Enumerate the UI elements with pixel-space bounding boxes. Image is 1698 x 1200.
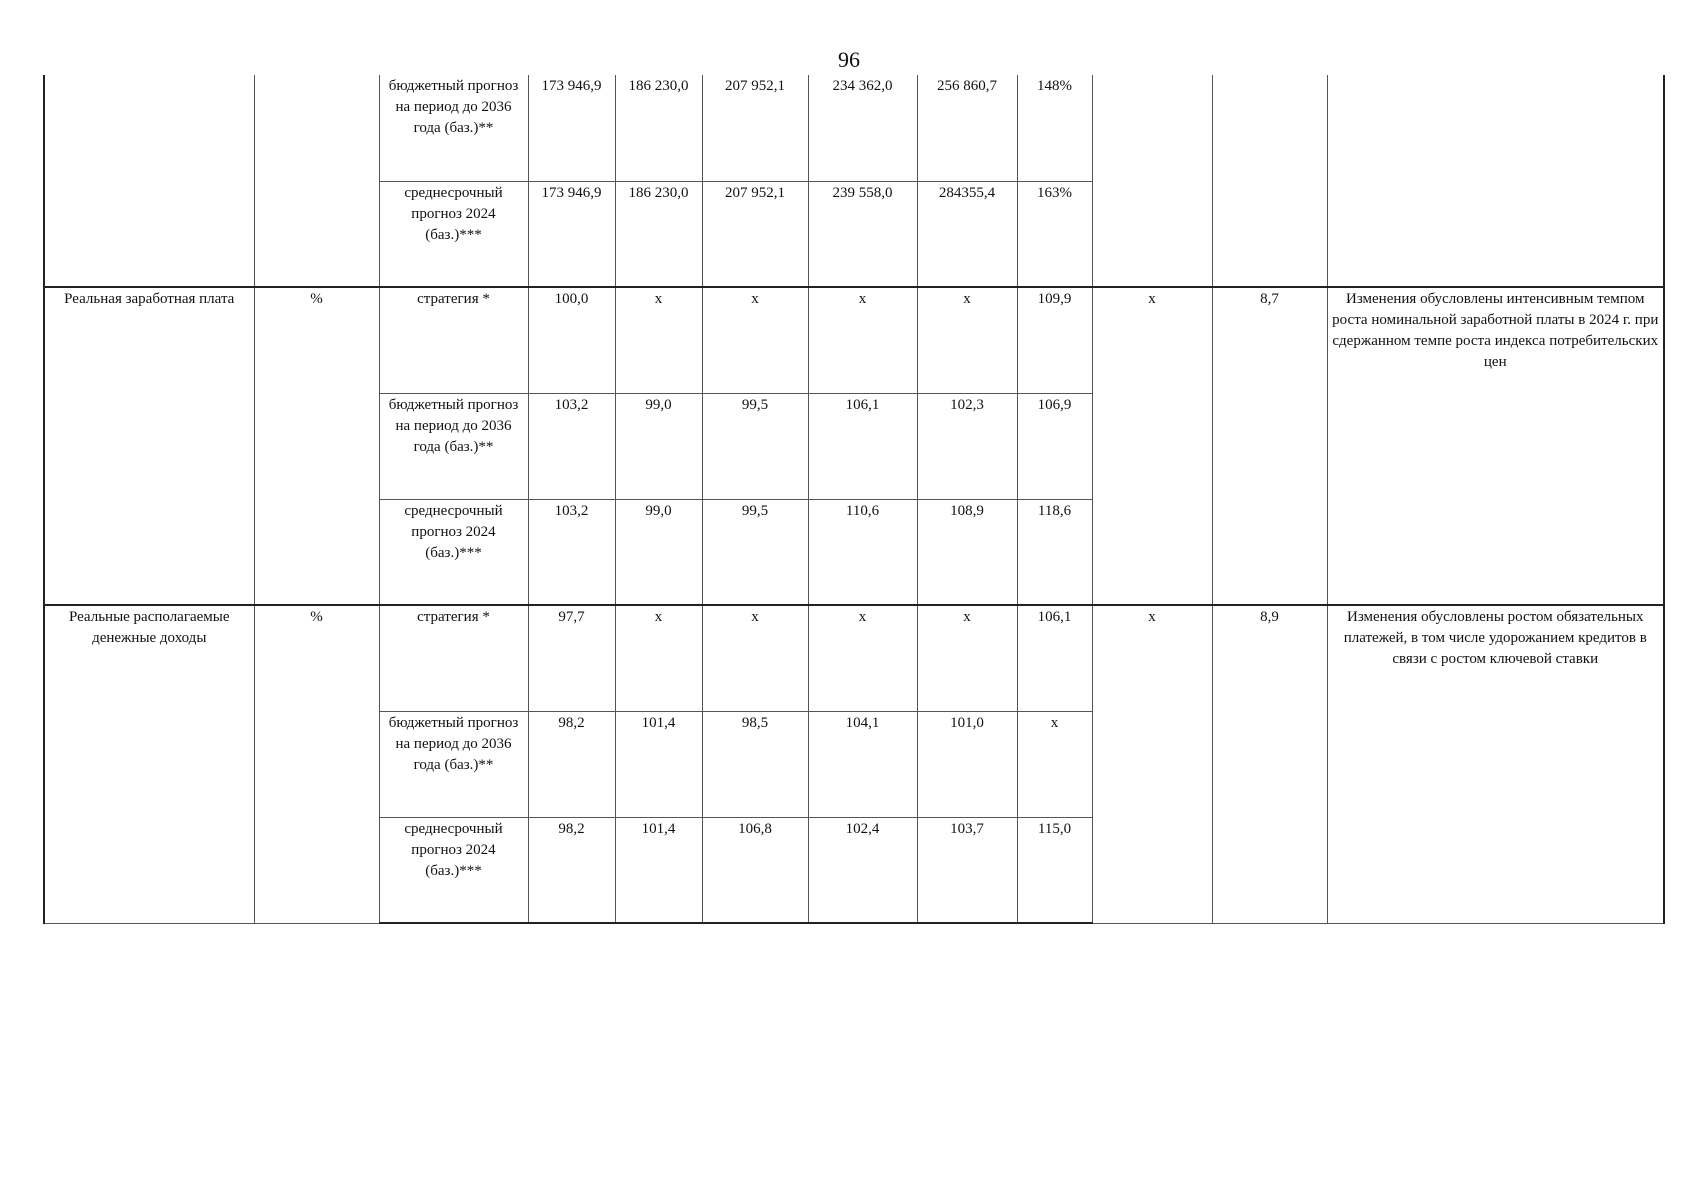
value-cell: 99,0 [615,393,702,499]
value-cell: 256 860,7 [917,75,1017,181]
value-cell: x [808,287,917,393]
scenario-cell: стратегия * [379,605,528,711]
x-cell: x [1092,287,1212,605]
value-cell: 108,9 [917,499,1017,605]
value-cell: 115,0 [1017,817,1092,923]
value-cell: 98,5 [702,711,808,817]
value-cell: 104,1 [808,711,917,817]
unit-cell: % [254,287,379,605]
value-cell: 173 946,9 [528,181,615,287]
continued-indicator-cell [44,75,254,287]
continued-unit-cell [254,75,379,287]
value-cell: 207 952,1 [702,75,808,181]
value-cell: 234 362,0 [808,75,917,181]
continued-deviation-cell [1212,75,1327,287]
table-row [44,605,1664,711]
continued-note-cell [1327,75,1664,287]
scenario-cell: среднесрочный прогноз 2024 (баз.)*** [379,181,528,287]
value-cell: 101,4 [615,711,702,817]
value-cell: 102,3 [917,393,1017,499]
value-cell: 186 230,0 [615,181,702,287]
value-cell: 284355,4 [917,181,1017,287]
indicator-name-cell: Реальная заработная плата [44,287,254,605]
value-cell: 103,7 [917,817,1017,923]
indicators-table [43,75,1665,924]
value-cell: 173 946,9 [528,75,615,181]
value-cell: x [702,287,808,393]
value-cell: 239 558,0 [808,181,917,287]
table-row [44,75,1664,181]
value-cell: 99,5 [702,499,808,605]
value-cell: 109,9 [1017,287,1092,393]
indicator-name-cell: Реальные располагаемые денежные доходы [44,605,254,923]
value-cell: 98,2 [528,711,615,817]
page-number: 96 [838,47,860,72]
value-cell: x [808,605,917,711]
value-cell: 148% [1017,75,1092,181]
value-cell: 118,6 [1017,499,1092,605]
value-cell: x [702,605,808,711]
scenario-cell: бюджетный прогноз на период до 2036 года (баз.)** [379,75,528,181]
scenario-cell: среднесрочный прогноз 2024 (баз.)*** [379,817,528,923]
note-cell: Изменения обусловлены ростом обязательных платежей, в том числе удорожанием кредитов в связи с ростом ключевой ставки [1327,605,1664,923]
value-cell: 163% [1017,181,1092,287]
value-cell: 98,2 [528,817,615,923]
value-cell: 106,1 [1017,605,1092,711]
table-row [44,287,1664,393]
value-cell: x [615,605,702,711]
scenario-cell: бюджетный прогноз на период до 2036 года (баз.)** [379,393,528,499]
value-cell: 99,0 [615,499,702,605]
value-cell: 103,2 [528,393,615,499]
scenario-cell: среднесрочный прогноз 2024 (баз.)*** [379,499,528,605]
deviation-cell: 8,7 [1212,287,1327,605]
deviation-cell: 8,9 [1212,605,1327,923]
value-cell: 106,1 [808,393,917,499]
value-cell: 99,5 [702,393,808,499]
value-cell: x [615,287,702,393]
value-cell: 186 230,0 [615,75,702,181]
value-cell: x [1017,711,1092,817]
value-cell: 207 952,1 [702,181,808,287]
value-cell: x [917,605,1017,711]
unit-cell: % [254,605,379,923]
value-cell: 101,0 [917,711,1017,817]
value-cell: 106,9 [1017,393,1092,499]
value-cell: 106,8 [702,817,808,923]
value-cell: 103,2 [528,499,615,605]
continued-x-cell [1092,75,1212,287]
value-cell: 100,0 [528,287,615,393]
x-cell: x [1092,605,1212,923]
value-cell: 102,4 [808,817,917,923]
value-cell: 97,7 [528,605,615,711]
value-cell: 110,6 [808,499,917,605]
value-cell: x [917,287,1017,393]
scenario-cell: бюджетный прогноз на период до 2036 года (баз.)** [379,711,528,817]
value-cell: 101,4 [615,817,702,923]
scenario-cell: стратегия * [379,287,528,393]
note-cell: Изменения обусловлены интенсивным темпом роста номинальной заработной платы в 2024 г. при сдержанном темпе роста индекса потребительских цен [1327,287,1664,605]
